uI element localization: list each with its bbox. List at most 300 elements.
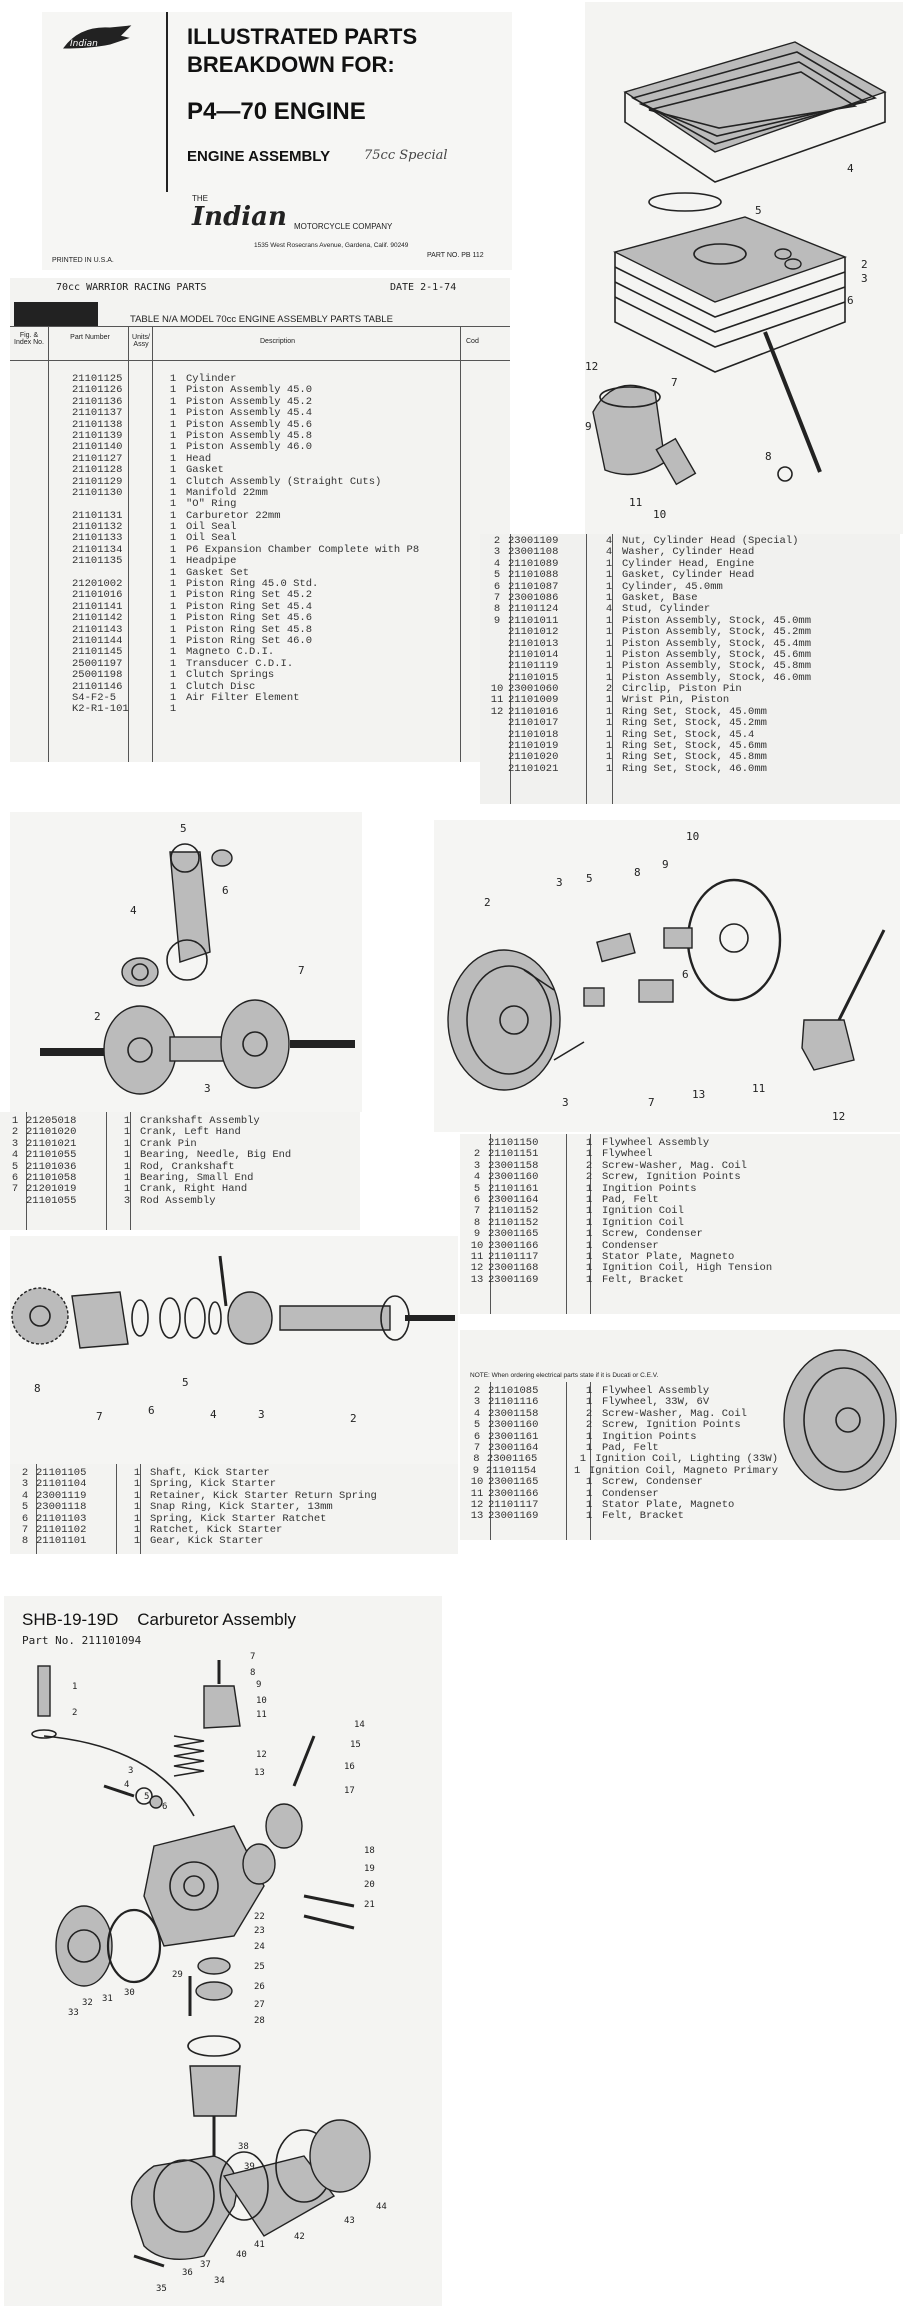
callout-kick-5: 5 [182,1376,189,1389]
description-cell: Oil Seal [186,532,237,545]
description-cell: Clutch Springs [186,669,275,682]
fig-index-cell [50,647,72,658]
units-cell: 1 [585,1228,593,1241]
part-number-cell: 21101020 [508,751,559,764]
description-cell: Piston Assembly, Stock, 45.2mm [622,626,812,639]
description-cell: Stator Plate, Magneto [602,1498,735,1511]
part-number-cell: 21101136 [72,395,123,408]
units-cell: 1 [123,1137,131,1150]
description-cell: Clutch Assembly (Straight Cuts) [186,475,382,488]
part-number-cell: 21101014 [508,648,559,661]
description-cell: Gasket, Base [622,591,698,604]
units-cell: 1 [585,1510,593,1523]
crankshaft-diagram [10,812,362,1112]
units-cell: 1 [605,705,613,718]
carb-title: SHB-19-19D Carburetor Assembly [22,1610,296,1629]
units-cell: 1 [123,1183,131,1196]
fig-index-cell: 3 [11,1137,19,1150]
fig-index-cell [50,488,72,499]
part-number-cell: 23001160 [488,1419,539,1432]
fig-index-cell: 12 [470,1262,484,1275]
units-cell: 1 [169,418,177,431]
description-cell: Piston Assembly, Stock, 45.8mm [622,660,812,673]
units-cell: 1 [169,657,177,670]
description-cell: Cylinder, 45.0mm [622,580,723,593]
description-cell: Spring, Kick Starter [150,1478,277,1491]
callout-carb-39: 39 [244,2162,255,2172]
callout-carb-31: 31 [102,1994,113,2004]
table-row [4,1150,360,1161]
fig-index-cell: 5 [21,1501,29,1514]
fig-index-cell: 13 [470,1510,484,1523]
fig-index-cell [50,568,72,579]
description-cell: Gasket, Cylinder Head [622,569,755,582]
part-number-cell: 21201019 [26,1183,77,1196]
callout-carb-36: 36 [182,2268,193,2278]
fig-index-cell: 6 [493,580,501,593]
part-number-cell: 23001165 [488,1476,539,1489]
description-cell: Pad, Felt [602,1441,659,1454]
description-cell: "O" Ring [186,498,237,511]
part-number-cell: 21101101 [36,1535,87,1548]
part-number-cell: 21101154 [485,1464,537,1477]
callout-kick-2: 2 [350,1412,357,1425]
fig-index-cell [50,590,72,601]
units-cell: 1 [585,1396,593,1409]
units-cell: 1 [585,1216,593,1229]
part-number-cell: 23001118 [36,1501,87,1514]
units-cell: 1 [579,1453,587,1466]
units-cell: 1 [605,580,613,593]
description-cell: Ignition Coil [602,1216,684,1229]
description-cell: Retainer, Kick Starter Return Spring [150,1489,377,1502]
callout-fly-12: 12 [832,1110,846,1123]
carb-spring-drawing [174,1736,204,1776]
units-cell: 1 [605,557,613,570]
part-number-cell: 21101152 [488,1205,539,1218]
description-cell: Condenser [602,1487,659,1500]
callout-carb-20: 20 [364,1880,375,1890]
flywheel-diagram [434,820,900,1132]
units-cell: 1 [585,1385,593,1397]
part-number-cell: 21101142 [72,612,123,625]
callout-cyl-9: 9 [585,420,592,433]
fig-index-cell: 9 [473,1228,481,1241]
table-row [466,1477,778,1488]
part-number-cell: 21101016 [508,705,559,718]
fig-index-cell [486,764,508,775]
callout-fly-2: 2 [484,896,491,909]
table-row [466,1275,896,1286]
units-cell: 1 [169,395,177,408]
description-cell: Ring Set, Stock, 45.4 [622,728,755,741]
callout-carb-5: 5 [144,1792,150,1802]
callout-carb-10: 10 [256,1696,267,1706]
callout-kick-8: 8 [34,1382,41,1395]
fig-index-cell [50,602,72,613]
callout-carb-33: 33 [68,2008,79,2018]
units-cell: 1 [169,441,177,454]
units-cell: 1 [605,728,613,741]
callout-carb-32: 32 [82,1998,93,2008]
units-cell: 1 [605,762,613,775]
flywheel-table-rows [466,1138,896,1286]
description-cell: Piston Assembly, Stock, 45.0mm [622,614,812,627]
part-number-cell: 21101055 [26,1194,77,1207]
callout-carb-17: 17 [344,1786,355,1796]
table-row [486,570,896,581]
callout-fly-8: 8 [634,866,641,879]
piston-drawing [593,385,665,474]
fig-index-cell: 5 [473,1182,481,1195]
crank-parts-table-sheet [0,1112,360,1230]
callout-cyl-4: 4 [847,162,854,175]
units-cell: 1 [585,1430,593,1443]
fig-index-cell: 8 [473,1216,481,1229]
part-number-cell: 21101012 [508,626,559,639]
description-cell: Ignition Coil, Lighting (33W) [595,1453,778,1466]
callout-crank-3: 3 [204,1082,211,1095]
units-cell: 1 [574,1464,581,1477]
fig-index-cell: 2 [493,535,501,547]
callout-carb-6: 6 [162,1802,168,1812]
part-number-cell: 23001160 [488,1171,539,1184]
table-row [486,764,896,775]
indian-logo-icon [60,22,134,52]
description-cell: Washer, Cylinder Head [622,546,755,559]
units-cell: 1 [585,1262,593,1275]
units-cell: 1 [585,1148,593,1161]
description-cell: Spring, Kick Starter Ratchet [150,1512,327,1525]
units-cell: 2 [585,1419,593,1432]
part-number-cell: 21201002 [72,578,123,591]
flywheel-drawing [448,950,560,1090]
description-cell: Ignition Coil, Magneto Primary [588,1464,778,1477]
description-cell: Crank, Left Hand [140,1126,241,1139]
table1-title: TABLE N/A MODEL 70cc ENGINE ASSEMBLY PARTS TABLE [130,314,393,325]
units-cell: 1 [585,1441,593,1454]
fig-index-cell: 11 [470,1250,484,1263]
fig-index-cell [50,374,72,385]
fig-index-cell: 4 [473,1407,481,1420]
description-cell: Screw-Washer, Mag. Coil [602,1407,747,1420]
cover-sheet [42,12,512,270]
callout-fly-3a: 3 [556,876,563,889]
part-number-cell: 21101017 [508,717,559,730]
fig-index-cell [486,639,508,650]
part-number-cell: 21101011 [508,614,559,627]
part-number-cell: 23001158 [488,1407,539,1420]
part-number-cell: 21101016 [72,589,123,602]
crank-right-drawing [221,1000,355,1088]
description-cell: Ingition Points [602,1430,697,1443]
units-cell: 1 [169,623,177,636]
callout-carb-44: 44 [376,2202,387,2212]
table1-header-left: 70cc WARRIOR RACING PARTS [56,282,207,293]
units-cell: 1 [169,429,177,442]
fig-index-cell: 5 [11,1160,19,1173]
callout-carb-8: 8 [250,1668,256,1678]
callout-fly-5: 5 [586,872,593,885]
table1-col-fig: Fig. & Index No. [14,332,44,346]
fig-index-cell: 7 [21,1523,29,1536]
part-number-cell: 23001165 [488,1228,539,1241]
fig-index-cell [50,636,72,647]
description-cell: Flywheel [602,1148,653,1161]
units-cell: 2 [585,1159,593,1172]
callout-carb-19: 19 [364,1864,375,1874]
callout-fly-9: 9 [662,858,669,871]
description-cell: Piston Assembly 45.6 [186,418,313,431]
fig-index-cell [50,545,72,556]
part-number-cell: 25001198 [72,669,123,682]
description-cell: Ring Set, Stock, 45.6mm [622,740,767,753]
table-row [50,670,510,681]
part-number-cell: 23001166 [488,1239,539,1252]
fig-index-cell: 12 [490,705,504,718]
description-cell: Manifold 22mm [186,486,268,499]
units-cell: 1 [169,646,177,659]
fig-index-cell [50,477,72,488]
description-cell: Circlip, Piston Pin [622,683,742,696]
table-row [486,718,896,729]
units-cell: 1 [169,680,177,693]
description-cell: Head [186,452,212,465]
fig-index-cell: 6 [473,1430,481,1443]
units-cell: 1 [169,486,177,499]
part-number-cell: 21101119 [508,660,559,673]
part-number-cell: 21101146 [72,680,123,693]
units-cell: 1 [123,1160,131,1173]
units-cell: 1 [585,1193,593,1206]
fig-index-cell: 3 [473,1396,481,1409]
fig-index-cell: 5 [473,1419,481,1432]
part-number-cell: 21101129 [72,475,123,488]
description-cell: Rod Assembly [140,1194,216,1207]
part-number-cell: 21101019 [508,740,559,753]
part-number-cell: 21101020 [26,1126,77,1139]
description-cell: Piston Assembly 45.0 [186,384,313,397]
callout-cyl-5: 5 [755,204,762,217]
fig-index-cell: 9 [493,614,501,627]
description-cell: Piston Assembly 45.2 [186,395,313,408]
fig-index-cell [50,579,72,590]
units-cell: 2 [605,683,613,696]
part-number-cell: 21101138 [72,418,123,431]
fig-index-cell: 2 [21,1467,29,1479]
cover-printed: PRINTED IN U.S.A. [52,257,114,264]
table1-col-desc: Description [260,338,296,345]
carburetor-diagram-sheet [4,1596,442,2306]
units-cell: 1 [605,751,613,764]
callout-carb-22: 22 [254,1912,265,1922]
part-number-cell: 21101140 [72,441,123,454]
table-row [14,1502,458,1513]
description-cell: Screw, Ignition Points [602,1419,741,1432]
stator-plate-drawing [688,880,780,1000]
callout-carb-34: 34 [214,2276,225,2286]
description-cell: Air Filter Element [186,691,300,704]
fig-index-cell: 2 [473,1385,481,1397]
description-cell [186,704,510,715]
callout-cyl-11: 11 [629,496,643,509]
description-cell: Ring Set, Stock, 45.8mm [622,751,767,764]
units-cell: 1 [123,1171,131,1184]
description-cell: Crank, Right Hand [140,1183,248,1196]
part-number-cell: 21101139 [72,429,123,442]
units-cell: 1 [605,717,613,730]
fig-index-cell: 11 [490,694,504,707]
part-number-cell: 21101132 [72,521,123,534]
callout-cyl-8: 8 [765,450,772,463]
callout-fly-10: 10 [686,830,700,843]
part-number-cell: 21101085 [488,1385,539,1397]
description-cell: Carburetor 22mm [186,509,281,522]
part-number-cell: 21101018 [508,728,559,741]
part-number-cell: 21101104 [36,1478,87,1491]
part-number-cell: 21101144 [72,634,123,647]
callout-carb-42: 42 [294,2232,305,2242]
units-cell: 1 [605,614,613,627]
description-cell: Pad, Felt [602,1193,659,1206]
callout-carb-1: 1 [72,1682,78,1692]
callout-carb-14: 14 [354,1720,365,1730]
fig-index-cell: 4 [493,557,501,570]
fig-index-cell: 8 [473,1453,480,1466]
callout-kick-3: 3 [258,1408,265,1421]
callout-carb-29: 29 [172,1970,183,1980]
description-cell: Gasket Set [186,566,250,579]
part-number-cell: 21101015 [508,671,559,684]
cover-subtitle: ENGINE ASSEMBLY [187,148,331,165]
part-number-cell: K2-R1-101 [72,703,129,716]
cylinder-head-drawing [625,42,885,182]
fig-index-cell: 12 [470,1498,484,1511]
cover-part-no: PART NO. PB 112 [427,252,484,259]
table-row [466,1511,778,1522]
cylinder-table-rows [486,536,896,775]
part-number-cell: 21101126 [72,384,123,397]
table-row [50,465,510,476]
units-cell: 1 [169,589,177,602]
fig-index-cell: 2 [473,1148,481,1161]
table-row [50,408,510,419]
callout-carb-16: 16 [344,1762,355,1772]
fig-index-cell: 7 [11,1183,19,1196]
callout-carb-12: 12 [256,1750,267,1760]
description-cell: Transducer C.D.I. [186,657,294,670]
callout-cyl-2: 2 [861,258,868,271]
carb-body-drawing [144,1826,264,1946]
description-cell: Piston Ring 45.0 Std. [186,578,319,591]
fig-index-cell: 3 [21,1478,29,1491]
carb-part-no: Part No. 211101094 [22,1634,142,1647]
part-number-cell: 21101058 [26,1171,77,1184]
table-row [486,627,896,638]
callout-cyl-7: 7 [671,376,678,389]
part-number-cell: 21101117 [488,1498,539,1511]
callout-fly-7: 7 [648,1096,655,1109]
units-cell: 1 [169,407,177,420]
description-cell: Crank Pin [140,1137,197,1150]
fig-index-cell: 4 [473,1171,481,1184]
callout-carb-41: 41 [254,2240,265,2250]
fig-index-cell: 3 [493,546,501,559]
fig-index-cell [50,704,72,715]
fig-index-cell [50,670,72,681]
units-cell: 1 [585,1476,593,1489]
callout-carb-40: 40 [236,2250,247,2260]
part-number-cell: 23001109 [508,535,559,547]
description-cell: Stator Plate, Magneto [602,1250,735,1263]
fig-index-cell: 8 [21,1535,29,1548]
callout-crank-4: 4 [130,904,137,917]
fig-index-cell: 5 [493,569,501,582]
fig-index-cell [50,625,72,636]
callout-kick-4: 4 [210,1408,217,1421]
table-row [466,1263,896,1274]
fig-index-cell [50,693,72,704]
units-cell: 1 [169,532,177,545]
units-cell: 1 [605,591,613,604]
callout-carb-23: 23 [254,1926,265,1936]
units-cell: 1 [169,578,177,591]
fig-index-cell [50,420,72,431]
callout-carb-43: 43 [344,2216,355,2226]
part-number-cell: 23001108 [508,546,559,559]
description-cell: Screw, Condenser [602,1476,703,1489]
part-number-cell [72,499,160,510]
callout-cyl-10: 10 [653,508,667,521]
part-number-cell: S4-F2-5 [72,691,117,704]
callout-carb-35: 35 [156,2284,167,2294]
description-cell: Piston Assembly 46.0 [186,441,313,454]
units-cell: 3 [123,1194,131,1207]
cover-title-line2: BREAKDOWN FOR: [187,52,395,77]
units-cell: 1 [169,600,177,613]
description-cell: Piston Assembly 45.4 [186,407,313,420]
units-cell: 1 [585,1137,593,1149]
fig-index-cell [50,522,72,533]
part-number-cell: 23001119 [36,1489,87,1502]
part-number-cell: 25001197 [72,657,123,670]
fig-index-cell: 11 [470,1487,484,1500]
part-number-cell: 23001168 [488,1262,539,1275]
callout-crank-5: 5 [180,822,187,835]
callout-carb-28: 28 [254,2016,265,2026]
description-cell: Piston Assembly, Stock, 45.6mm [622,648,812,661]
units-cell: 1 [169,691,177,704]
description-cell: Ratchet, Kick Starter [150,1523,283,1536]
part-number-cell: 21101150 [488,1137,539,1149]
units-cell: 1 [585,1273,593,1286]
units-cell: 1 [169,452,177,465]
part-number-cell: 21101141 [72,600,123,613]
part-number-cell: 21101152 [488,1216,539,1229]
part-number-cell: 21101036 [26,1160,77,1173]
table-row [14,1536,458,1547]
callout-crank-7: 7 [298,964,305,977]
units-cell: 1 [123,1126,131,1139]
units-cell: 1 [605,637,613,650]
fig-index-cell [50,408,72,419]
fig-index-cell: 10 [470,1476,484,1489]
description-cell: P6 Expansion Chamber Complete with P8 [186,543,420,556]
fig-index-cell: 4 [11,1149,19,1162]
description-cell: Ring Set, Stock, 46.0mm [622,762,767,775]
callout-cyl-12: 12 [585,360,599,373]
units-cell: 1 [605,694,613,707]
